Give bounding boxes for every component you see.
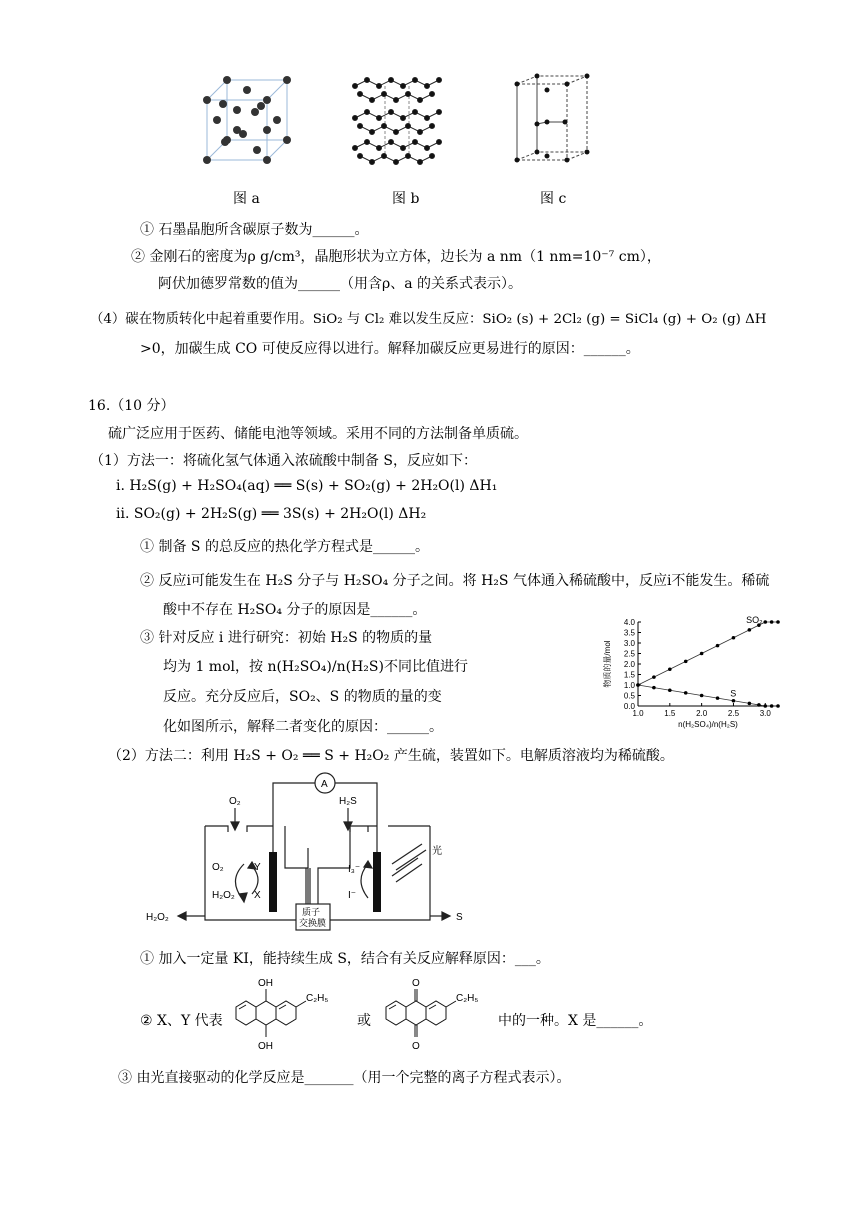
q16-part2-q2-or: 或 xyxy=(357,1013,371,1029)
q16-q1: ① 制备 S 的总反应的热化学方程式是______。 xyxy=(140,539,429,555)
q15-sub4a: （4）碳在物质转化中起着重要作用。SiO₂ 与 Cl₂ 难以发生反应：SiO₂ (s) + 2Cl₂ (g) = SiCl₄ (g) + O₂ (g) ΔH xyxy=(90,312,767,327)
anthrahydroquinone-structure xyxy=(226,975,346,1057)
data-point xyxy=(763,620,767,624)
data-point xyxy=(716,644,720,648)
y-tick-label: 1.5 xyxy=(623,670,635,680)
anthraquinone-structure xyxy=(376,975,496,1057)
data-point xyxy=(652,686,656,690)
data-point xyxy=(668,667,672,671)
i3-label: I₃⁻ xyxy=(348,864,361,875)
data-point xyxy=(763,704,767,708)
data-point xyxy=(700,652,704,656)
data-point xyxy=(684,691,688,695)
data-point xyxy=(636,683,640,687)
s-outlet-label: S xyxy=(456,912,463,923)
so2-s-chart xyxy=(598,614,788,739)
q16-q3a: ③ 针对反应 ⅰ 进行研究：初始 H₂S 的物质的量 xyxy=(140,630,433,646)
q15-sub3-1: ① 石墨晶胞所含碳原子数为______。 xyxy=(140,222,369,238)
data-point xyxy=(776,620,780,624)
q16-method2: （2）方法二：利用 H₂S + O₂ ══ S + H₂O₂ 产生硫，装置如下。电解质溶液均为稀硫酸。 xyxy=(108,748,674,764)
o-bottom-label: O xyxy=(412,1041,420,1052)
membrane-label-2: 交换膜 xyxy=(299,918,327,928)
y-tick-label: 0.5 xyxy=(623,691,635,701)
q16-q3c: 反应。充分反应后，SO₂、S 的物质的量的变 xyxy=(163,689,442,705)
data-point xyxy=(668,688,672,692)
c2h5-label-2: C₂H₅ xyxy=(456,993,479,1004)
y-label: Y xyxy=(254,862,261,873)
electrochem-apparatus xyxy=(140,768,480,938)
oh-top-label: OH xyxy=(258,978,273,989)
x-tick-label: 3.0 xyxy=(759,709,771,718)
series-label-so2: SO₂ xyxy=(746,615,763,626)
q16-method1: （1）方法一：将硫化氢气体通入浓硫酸中制备 S，反应如下： xyxy=(90,453,477,469)
series-line-so2 xyxy=(638,622,778,685)
crystal-figures xyxy=(195,72,615,170)
q16-q2a: ② 反应ⅰ可能发生在 H₂S 分子与 H₂SO₄ 分子之间。将 H₂S 气体通入稀硫酸中，反应ⅰ不能发生。稀硫 xyxy=(140,573,770,589)
y-tick-label: 2.5 xyxy=(623,649,635,659)
data-point xyxy=(684,660,688,664)
x-label: X xyxy=(254,890,261,901)
membrane-label-1: 质子 xyxy=(302,907,321,917)
x-axis-label: n(H₂SO₄)/n(H₂S) xyxy=(678,720,738,729)
q15-sub3-2b: 阿伏加德罗常数的值为______（用含ρ、a 的关系式表示）。 xyxy=(158,276,523,292)
ammeter-label: A xyxy=(321,779,328,790)
figure-label-a: 图 a xyxy=(233,191,260,207)
series-line-s xyxy=(638,685,778,706)
o2-left-label: O₂ xyxy=(212,862,224,873)
right-electrode xyxy=(373,852,381,912)
h2o2-outlet-label: H₂O₂ xyxy=(146,912,169,923)
y-tick-label: 2.0 xyxy=(623,660,635,669)
data-point xyxy=(748,628,752,632)
x-tick-label: 2.5 xyxy=(727,709,740,718)
y-axis-label: 物质的量/mol xyxy=(603,640,612,688)
data-point xyxy=(757,703,761,707)
light-label: 光 xyxy=(432,846,442,857)
x-tick-label: 2.0 xyxy=(696,709,708,718)
q16-header: 16.（10 分） xyxy=(88,398,175,414)
data-point xyxy=(716,696,720,700)
series-label-s: S xyxy=(730,688,737,699)
y-tick-label: 1.0 xyxy=(623,681,635,690)
q16-reaction2: ⅱ. SO₂(g) + 2H₂S(g) ══ 3S(s) + 2H₂O(l) ΔH₂ xyxy=(116,506,427,522)
data-point xyxy=(770,620,774,624)
o-top-label: O xyxy=(412,978,420,989)
o2-inlet-label: O₂ xyxy=(229,796,241,807)
graphite-unit-cell-figure xyxy=(517,76,587,160)
y-tick-label: 3.0 xyxy=(623,639,635,648)
q16-q3d: 化如图所示，解释二者变化的原因：______。 xyxy=(163,719,443,735)
c2h5-label-1: C₂H₅ xyxy=(306,993,329,1004)
data-point xyxy=(732,699,736,703)
h2o2-left-label: H₂O₂ xyxy=(212,890,235,901)
q16-part2-q3: ③ 由光直接驱动的化学反应是_______（用一个完整的离子方程式表示）。 xyxy=(118,1070,571,1086)
data-point xyxy=(770,704,774,708)
y-tick-label: 0.0 xyxy=(623,702,635,711)
data-point xyxy=(700,694,704,698)
left-electrode xyxy=(269,852,277,912)
figure-label-c: 图 c xyxy=(540,191,567,207)
i-minus-label: I⁻ xyxy=(348,890,357,901)
x-tick-label: 1.0 xyxy=(632,709,644,718)
data-point xyxy=(652,675,656,679)
data-point xyxy=(732,636,736,640)
q15-sub4b: >0，加碳生成 CO 可使反应得以进行。解释加碳反应更易进行的原因：______。 xyxy=(140,341,640,357)
data-point xyxy=(776,704,780,708)
graphite-cell-figure xyxy=(353,78,442,165)
graphite-unit-cell-atoms xyxy=(515,74,590,163)
q16-q2b: 酸中不存在 H₂SO₄ 分子的原因是______。 xyxy=(163,602,427,618)
figure-label-b: 图 b xyxy=(392,191,420,207)
x-tick-label: 1.5 xyxy=(664,709,676,718)
q16-part2-q2-prefix: ② X、Y 代表 xyxy=(140,1013,223,1029)
q16-q3b: 均为 1 mol，按 n(H₂SO₄)/n(H₂S)不同比值进行 xyxy=(163,659,468,675)
y-tick-label: 4.0 xyxy=(623,618,635,627)
q16-reaction1: ⅰ. H₂S(g) + H₂SO₄(aq) ══ S(s) + SO₂(g) + 2H₂O(l) ΔH₁ xyxy=(116,478,498,494)
q15-sub3-2a: ② 金刚石的密度为ρ g/cm³，晶胞形状为立方体，边长为 a nm（1 nm=10⁻⁷ cm）， xyxy=(131,249,661,265)
q16-intro: 硫广泛应用于医药、储能电池等领域。采用不同的方法制备单质硫。 xyxy=(108,426,528,442)
q16-part2-q2-suffix: 中的一种。X 是______。 xyxy=(498,1013,653,1029)
y-tick-label: 3.5 xyxy=(623,628,635,638)
data-point xyxy=(748,702,752,706)
q16-part2-q1: ① 加入一定量 KI，能持续生成 S，结合有关反应解释原因：___。 xyxy=(140,951,550,967)
oh-bottom-label: OH xyxy=(258,1041,273,1052)
h2s-inlet-label: H₂S xyxy=(339,796,357,807)
